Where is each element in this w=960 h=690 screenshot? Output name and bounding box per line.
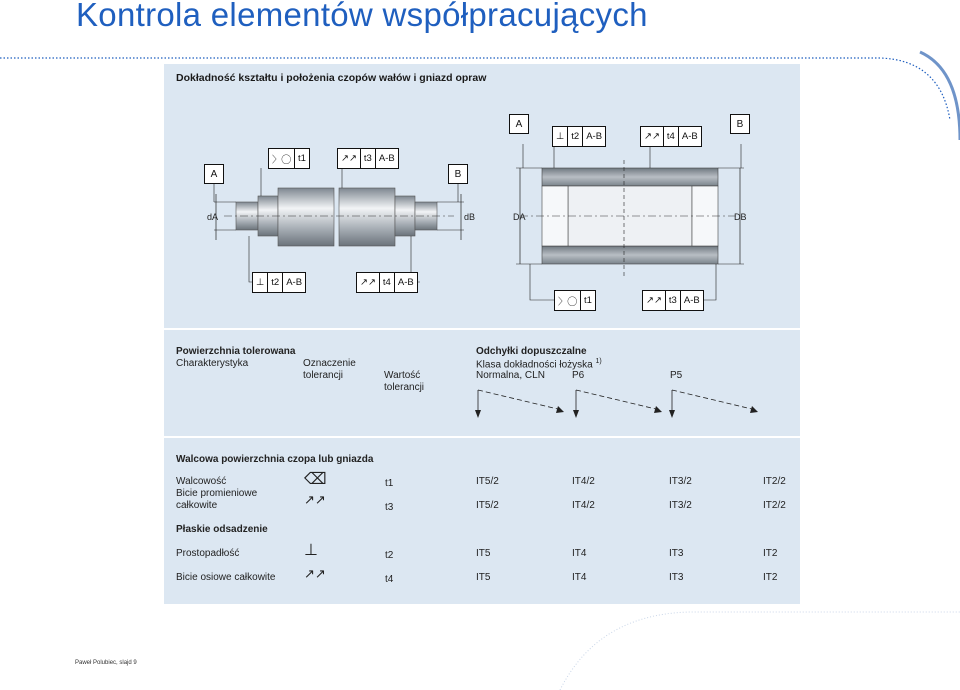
cylindricity-icon: 〉◯ [269,149,295,168]
separator-line [164,436,800,438]
row-label: Bicie osiowe całkowite [176,572,276,583]
slide-title: Kontrola elementów współpracujących [76,0,648,33]
separator-line [164,328,800,330]
table-cell: IT2/2 [763,500,786,511]
col-p6: P6 [572,370,585,381]
shaft-axial-runout-frame: ↗↗ t4 A-B [356,272,418,293]
shaft-runout-frame: ↗↗ t3 A-B [337,148,399,169]
table-cell: IT5/2 [476,476,499,487]
col-value-2: tolerancji [384,382,425,393]
table-cell: IT3 [669,548,684,559]
col-symbol-2: tolerancji [303,370,344,381]
col-p5: P5 [670,370,683,381]
section-flat-shoulder: Płaskie odsadzenie [176,524,268,535]
table-cell: IT2/2 [763,476,786,487]
axial-runout-icon: ↗↗ [304,566,326,581]
slide-footer: Paweł Polubiec, slajd 9 [75,660,137,666]
shaft-datum-b: B [448,164,468,184]
housing-cylindricity-frame: 〉◯ t1 [554,290,596,311]
housing-axial-runout-frame: ↗↗ t4 A-B [640,126,702,147]
row-tol: t1 [385,478,394,489]
housing-datum-b: B [730,114,750,134]
perpendicularity-icon: ⊥ [304,542,318,559]
total-runout-icon: ↗↗ [643,291,666,310]
housing-perpendicularity-frame: ⊥ t2 A-B [552,126,606,147]
col-symbol-1: Oznaczenie [303,358,356,369]
row-label: całkowite [176,500,218,511]
perpendicularity-icon: ⊥ [553,127,568,146]
total-runout-icon: ↗↗ [304,492,326,507]
table-cell: IT3/2 [669,476,692,487]
row-tol: t3 [385,502,394,513]
row-label: Prostopadłość [176,548,240,559]
housing-datum-a: A [509,114,529,134]
table-cell: IT4 [572,572,587,583]
figure-heading: Dokładność kształtu i położenia czopów wałów i gniazd opraw [176,72,487,84]
row-tol: t2 [385,550,394,561]
tolerance-figure [164,64,800,604]
table-cell: IT5/2 [476,500,499,511]
axial-runout-icon: ↗↗ [357,273,380,292]
table-cell: IT4/2 [572,500,595,511]
shaft-perpendicularity-frame: ⊥ t2 A-B [252,272,306,293]
total-runout-icon: ↗↗ [338,149,361,168]
cylindricity-icon: ⌫ [304,471,327,488]
table-cell: IT4 [572,548,587,559]
table-cell: IT2 [763,572,778,583]
deviation-trend-arrows [464,382,794,422]
col-normal: Normalna, CLN [476,370,545,381]
table-cell: IT3 [669,572,684,583]
table-cell: IT5 [476,572,491,583]
row-label: Walcowość [176,476,227,487]
col-value-1: Wartość [384,370,421,381]
section-cylindrical: Walcowa powierzchnia czopa lub gniazda [176,454,374,465]
housing-dia-a: DA [513,212,526,222]
shaft-dia-b: dB [464,212,476,222]
shaft-cylindricity-frame: 〉◯ t1 [268,148,310,169]
shaft-datum-a: A [204,164,224,184]
table-cell: IT4/2 [572,476,595,487]
table-cell: IT2 [763,548,778,559]
table-cell: IT5 [476,548,491,559]
axial-runout-icon: ↗↗ [641,127,664,146]
col-surface: Powierzchnia tolerowana [176,346,296,357]
col-class: Klasa dokładności łożyska $^{1)}$ [476,358,602,371]
cylindricity-icon: 〉◯ [555,291,581,310]
housing-runout-frame: ↗↗ t3 A-B [642,290,704,311]
table-cell: IT3/2 [669,500,692,511]
row-label: Bicie promieniowe [176,488,258,499]
row-tol: t4 [385,574,394,585]
housing-dia-b: DB [734,212,747,222]
shaft-drawing [164,64,800,334]
perpendicularity-icon: ⊥ [253,273,268,292]
col-characteristic: Charakterystyka [176,358,249,369]
shaft-dia-a: dA [207,212,219,222]
col-deviations: Odchyłki dopuszczalne [476,346,587,357]
